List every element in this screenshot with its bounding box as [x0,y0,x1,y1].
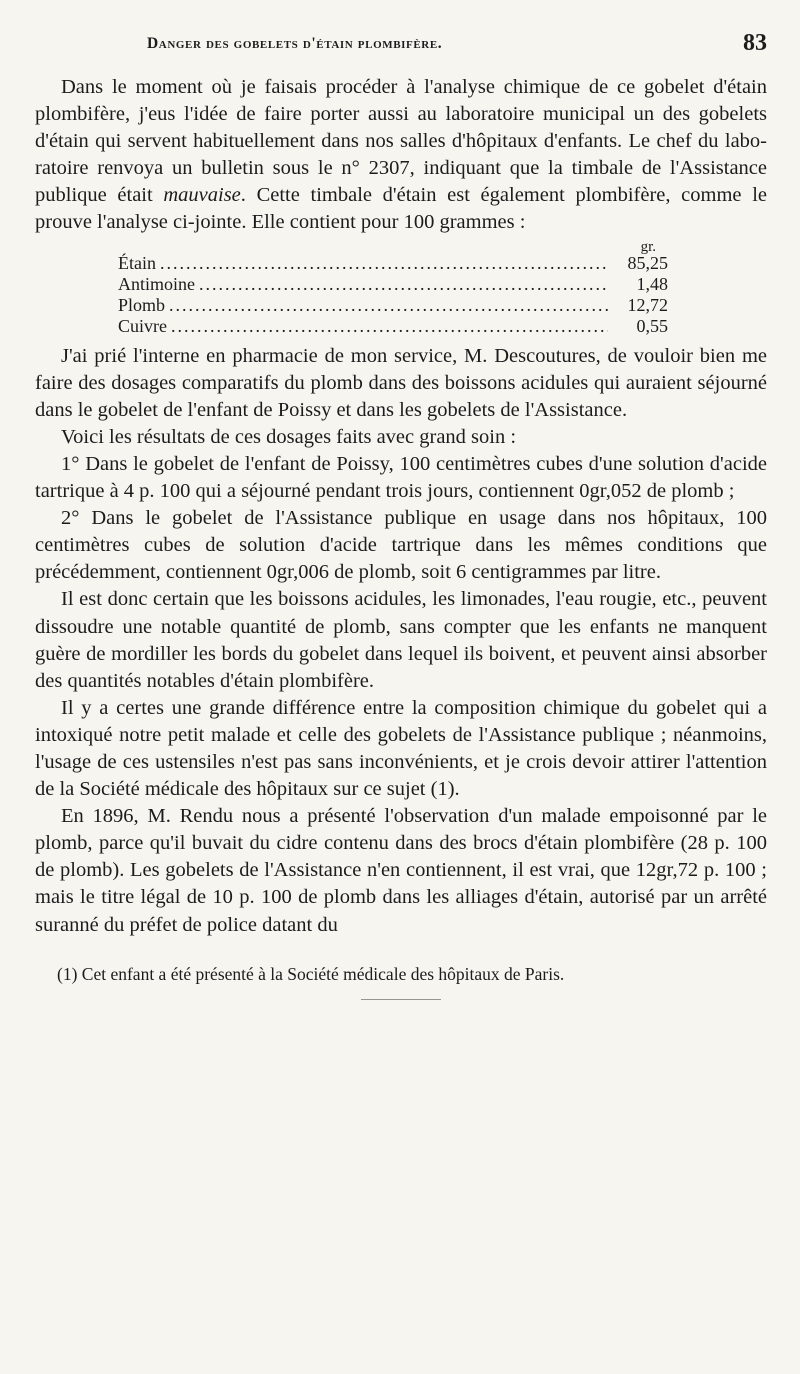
table-row [118,253,668,274]
intro-paragraph: Dans le moment où je faisais procéder à l'analyse chimique de ce gobelet d'étain plombifère, j'eus l'idée de faire porter aussi au laboratoire municipal un des gobelets d'étain qui servent habituellement dans nos salles d'hôpitaux d'enfants. Le chef du laboratoire renvoya un bulletin sous le n° 2307, indiquant que la timbale de l'Assistance publique était mauvaise. Cette timbale d'étain est également plombifère, comme le prouve l'analyse ci-jointe. Elle contient pour 100 grammes : [35,76,767,234]
element-name: Plomb [118,294,166,315]
leader-dots [169,295,608,316]
page-number: 83 [743,30,767,56]
body-paragraph: Il y a certes une grande différence entre la composition chimique du gobelet qui a intoxiqué notre petit malade et celle des gobelets de l'Assistance publique ; néanmoins, l'usage de ces ustensiles n'est pas sans inconvénients, et je crois devoir attirer l'attention de la Société médicale des hôpitaux sur ce sujet (1). [35,696,767,801]
element-value: 12,72 [627,294,668,315]
running-title: Danger des gobelets d'étain plombifère. [147,35,443,52]
page-header [35,30,767,60]
table-row [118,274,668,295]
body-paragraph: Voici les résultats de ces dosages faits avec grand soin : [61,425,517,448]
element-name: Antimoine [118,273,195,294]
body-paragraph: 2° Dans le gobelet de l'Assistance publique en usage dans nos hôpitaux, 100 centimètres cubes de solution d'acide tartrique dans les mêmes conditions que précédemment, contiennent 0gr,006 de plomb, soit 6 centigrammes par litre. [35,507,767,584]
body-paragraph: Il est donc certain que les boissons acidules, les limonades, l'eau rougie, etc., peuvent dissoudre une notable quantité de plomb, sans compter que les enfants ne manquent guère de mordiller les bords du gobelet dans lequel ils boivent, et peuvent ainsi absorber des quantités notables d'étain plombifère. [35,588,767,692]
footnote: (1) Cet enfant a été présenté à la Société médicale des hôpitaux de Paris. [57,963,565,984]
element-name: Étain [118,252,156,273]
leader-dots [171,316,608,337]
table-row [118,316,668,337]
table-row [118,295,668,316]
leader-dots [160,253,608,274]
element-name: Cuivre [118,315,167,336]
element-value: 0,55 [636,315,668,336]
element-value: 85,25 [627,252,668,273]
emphasis-word: mauvaise [163,184,241,207]
leader-dots [199,274,608,295]
composition-table [118,238,668,337]
body-paragraph: 1° Dans le gobelet de l'enfant de Poissy, 100 centimètres cubes d'une solution d'acide tartrique à 4 p. 100 qui a séjourné pendant trois jours, contiennent 0gr,052 de plomb ; [35,452,767,503]
footer-rule [361,999,441,1000]
table-unit: gr. [640,238,656,255]
body-paragraph: En 1896, M. Rendu nous a présenté l'observation d'un malade empoisonné par le plomb, parce qu'il buvait du cidre contenu dans des brocs d'étain plombifère (28 p. 100 de plomb). Les gobelets de l'Assistance n'en contiennent, il est vrai, que 12gr,72 p. 100 ; mais le titre légal de 10 p. 100 de plomb dans les alliages d'étain, autorisé par un arrêté suranné du préfet de police datant du [35,805,767,936]
body-paragraph: J'ai prié l'interne en pharmacie de mon service, M. Descoutures, de vouloir bien me faire des dosages comparatifs du plomb dans des boissons acidules qui auraient séjourné dans le gobelet de l'enfant de Poissy et dans les gobelets de l'Assistance. [35,344,767,421]
element-value: 1,48 [636,273,668,294]
